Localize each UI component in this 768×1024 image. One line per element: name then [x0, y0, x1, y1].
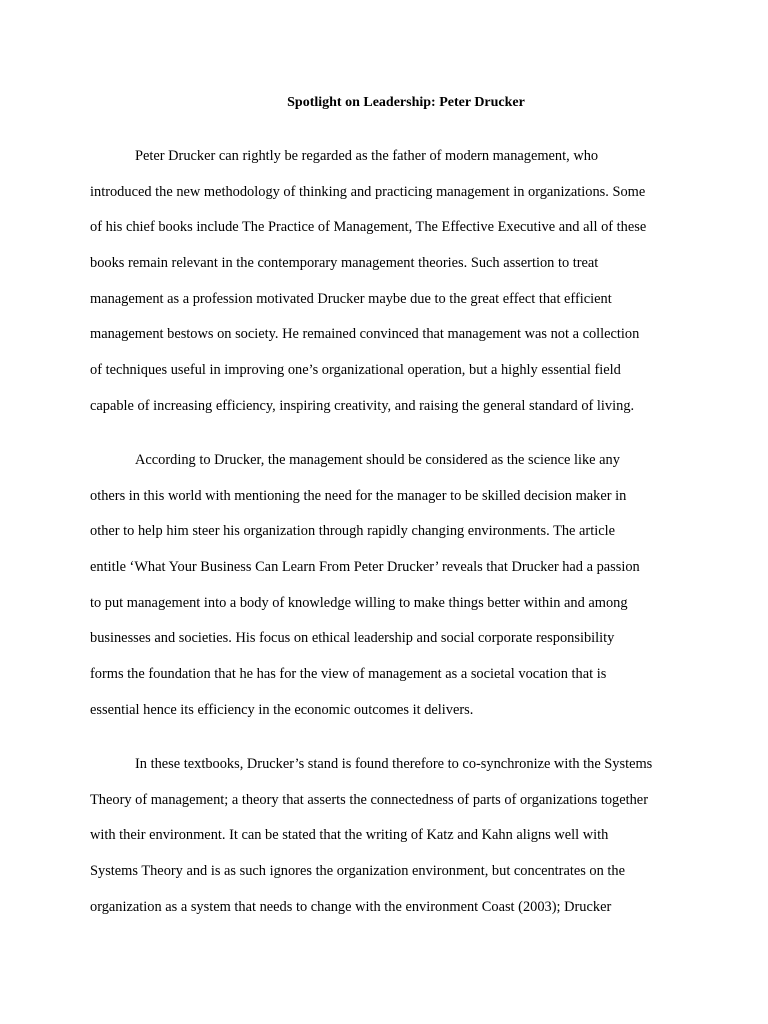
text-line: books remain relevant in the contemporary management theories. Such assertion to treat — [90, 255, 599, 271]
text-line: with their environment. It can be stated that the writing of Katz and Kahn aligns well with — [90, 827, 609, 843]
text-line: In these textbooks, Drucker’s stand is found therefore to co-synchronize with the Systems — [135, 756, 653, 772]
text-line: introduced the new methodology of thinking and practicing management in organizations. Some — [90, 184, 646, 200]
text-line: of techniques useful in improving one’s organizational operation, but a highly essential field — [90, 362, 621, 378]
text-line: Peter Drucker can rightly be regarded as the father of modern management, who — [135, 148, 599, 164]
text-line: essential hence its efficiency in the economic outcomes it delivers. — [90, 702, 474, 718]
text-line: management bestows on society. He remained convinced that management was not a collection — [90, 326, 640, 342]
text-line: Systems Theory and is as such ignores the organization environment, but concentrates on the — [90, 863, 625, 879]
text-line: capable of increasing efficiency, inspiring creativity, and raising the general standard of living. — [90, 398, 635, 414]
text-line: entitle ‘What Your Business Can Learn From Peter Drucker’ reveals that Drucker had a passion — [90, 559, 640, 575]
text-line: other to help him steer his organization through rapidly changing environments. The article — [90, 523, 615, 539]
text-line: According to Drucker, the management should be considered as the science like any — [135, 452, 620, 468]
page-title: Spotlight on Leadership: Peter Drucker — [287, 95, 525, 110]
text-line: of his chief books include The Practice of Management, The Effective Executive and all of these — [90, 219, 647, 235]
text-line: businesses and societies. His focus on ethical leadership and social corporate responsibility — [90, 630, 615, 646]
text-line: others in this world with mentioning the need for the manager to be skilled decision maker in — [90, 488, 627, 504]
text-line: organization as a system that needs to change with the environment Coast (2003); Drucker — [90, 899, 612, 915]
text-line: Theory of management; a theory that asserts the connectedness of parts of organizations together — [90, 792, 648, 808]
text-line: management as a profession motivated Drucker maybe due to the great effect that efficient — [90, 291, 612, 307]
text-line: forms the foundation that he has for the view of management as a societal vocation that is — [90, 666, 607, 682]
text-line: to put management into a body of knowledge willing to make things better within and among — [90, 595, 628, 611]
